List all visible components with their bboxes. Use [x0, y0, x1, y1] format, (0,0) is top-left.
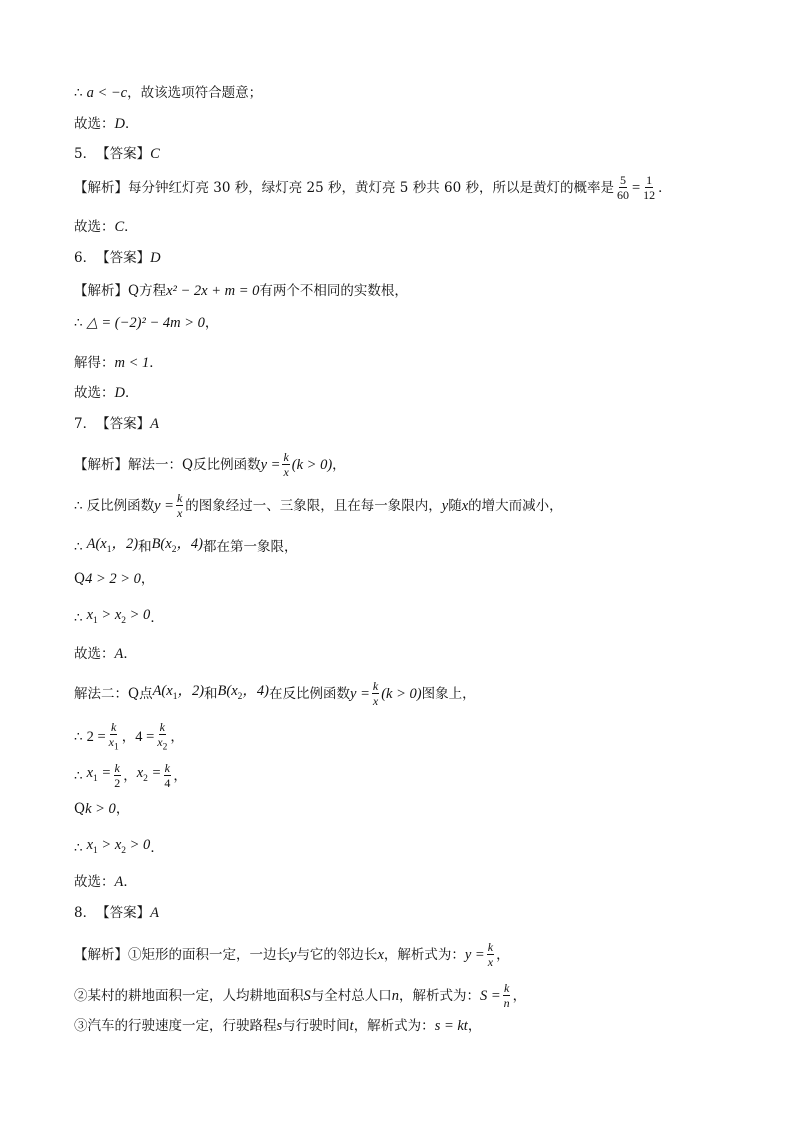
point-b-tail: ，4)	[242, 682, 270, 699]
comma: ，	[121, 728, 136, 745]
comma: ，	[123, 767, 137, 784]
question-7-answer	[74, 415, 159, 433]
therefore-symbol: ∴	[74, 609, 83, 626]
therefore-symbol: ∴	[74, 728, 83, 745]
question-7-method-1	[74, 451, 346, 478]
denominator: x	[283, 465, 289, 479]
line-conclusion-a	[74, 84, 262, 102]
var-n: n	[391, 987, 399, 1004]
line-quadrants	[74, 492, 563, 519]
var-x: x	[377, 946, 384, 963]
lhs-x1	[87, 764, 112, 788]
denominator: 60	[616, 188, 629, 202]
choice-answer: A	[114, 646, 124, 662]
line-choice-a-2	[74, 873, 137, 891]
inequality: k > 0	[85, 801, 116, 817]
denominator: 4	[164, 776, 171, 790]
text-on-graph: 图象上，	[421, 685, 476, 702]
question-5-answer	[74, 145, 160, 163]
because-symbol: Q	[128, 283, 140, 299]
choice-answer: D	[114, 116, 125, 132]
solution-inequality: m < 1	[114, 355, 150, 371]
subscript: 2	[171, 544, 177, 555]
therefore-symbol: ∴	[74, 497, 83, 514]
denominator: n	[503, 996, 510, 1010]
because-symbol: Q	[128, 685, 140, 702]
comma: ，	[173, 767, 187, 784]
lhs-4: 4 =	[135, 728, 155, 745]
question-7-method-2	[74, 680, 476, 707]
point-a-head: A(x	[152, 682, 173, 699]
fraction-k-n	[503, 982, 511, 1009]
choice-prefix: 故选：	[74, 116, 115, 132]
text-sui: 随	[448, 497, 462, 514]
text-quadrants: 的图象经过一、三象限，且在每一象限内，	[185, 497, 442, 514]
subscript: 2	[143, 773, 148, 784]
item-text-2: 与全村总人口	[310, 987, 392, 1004]
line-points-quadrant	[74, 535, 298, 559]
text-function: 在反比例函数	[269, 685, 351, 702]
var-t: t	[349, 1018, 354, 1034]
numerator: k	[114, 761, 120, 775]
question-number: 8．	[74, 905, 97, 921]
formula: s = kt	[434, 1018, 468, 1034]
condition: (k > 0)	[291, 456, 333, 473]
choice-prefix: 故选：	[74, 219, 115, 235]
analysis-tag: 【解析】	[74, 456, 128, 473]
function-lhs: y =	[350, 685, 370, 702]
text-function: 反比例函数	[86, 497, 155, 514]
choice-answer: D	[114, 385, 125, 401]
analysis-text: 每分钟红灯亮 30 秒，绿灯亮 25 秒，黄灯亮 5 秒共 60 秒，所以是黄灯的概率是	[128, 179, 614, 196]
comma: ，	[204, 315, 219, 331]
text-decrease: 的增大而减小，	[468, 497, 563, 514]
question-5-analysis	[74, 174, 672, 201]
line-text: ，故该选项符合题意；	[127, 85, 263, 101]
inequality: a < −c	[86, 85, 128, 101]
question-8-answer	[74, 904, 159, 922]
function-lhs: y =	[260, 456, 281, 473]
text-function: 反比例函数	[193, 456, 261, 473]
choice-suffix: ．	[124, 116, 139, 132]
equals-sign: =	[631, 179, 641, 196]
line-x-values	[74, 762, 187, 789]
fraction-k-x1	[108, 721, 120, 753]
point-a	[87, 535, 138, 559]
function-lhs: y =	[464, 946, 485, 963]
because-symbol: Q	[74, 801, 86, 817]
var-y: y	[290, 946, 297, 963]
point-b-head: B(x	[217, 682, 238, 699]
question-6-answer	[74, 249, 161, 267]
question-number: 5．	[74, 146, 97, 162]
analysis-tag: 【解析】	[74, 283, 128, 299]
text-first-quadrant: 都在第一象限，	[203, 538, 298, 555]
quadratic-equation: x² − 2x + m = 0	[166, 283, 260, 299]
fraction-k-x	[372, 680, 379, 707]
analysis-tag: 【解析】	[74, 946, 128, 963]
therefore-symbol: ∴	[74, 85, 83, 101]
denominator	[156, 735, 168, 753]
mid: > x	[97, 837, 122, 853]
denominator: x	[372, 694, 379, 708]
point-b-tail: ，4)	[176, 536, 204, 552]
numerator: k	[164, 761, 170, 775]
numerator: k	[372, 679, 379, 693]
period: ．	[150, 839, 164, 856]
denominator: 12	[643, 188, 656, 202]
method-label: 解法一：	[128, 456, 182, 473]
fraction-k-x	[176, 492, 183, 519]
denominator	[108, 735, 120, 753]
fraction-k-4	[163, 762, 171, 789]
denominator: 2	[114, 776, 121, 790]
subscript: 2	[237, 691, 243, 702]
choice-prefix: 故选：	[74, 874, 115, 890]
formula-label: ，解析式为：	[383, 946, 465, 963]
numerator: k	[487, 940, 494, 954]
equals: =	[147, 764, 162, 781]
subscript: 1	[113, 742, 119, 753]
var-x: x	[86, 607, 94, 623]
fraction-k-2	[113, 762, 121, 789]
question-8-item-1	[74, 941, 510, 968]
item-text: ①矩形的面积一定，一边长	[128, 946, 290, 963]
question-8-item-2	[74, 982, 526, 1009]
numerator: 1	[646, 173, 653, 187]
answer-letter: A	[150, 416, 159, 432]
discriminant-expression: △ = (−2)² − 4m > 0	[86, 315, 205, 331]
question-6-analysis	[74, 282, 408, 300]
line-choice-c	[74, 218, 138, 236]
var-x: x	[136, 764, 144, 781]
because-symbol: Q	[74, 571, 86, 587]
line-k-positive	[74, 800, 129, 818]
comma: ，	[140, 571, 155, 587]
var-s: S	[303, 987, 311, 1004]
text-fangcheng: 方程	[139, 283, 167, 299]
numerator: k	[111, 720, 117, 734]
subscript: 1	[93, 845, 98, 856]
choice-prefix: 故选：	[74, 385, 115, 401]
question-8-item-3	[74, 1017, 481, 1035]
item-text-2: 与它的邻边长	[296, 946, 378, 963]
text-dian: 点	[139, 685, 153, 702]
fraction-k-x2	[156, 721, 168, 753]
subscript: 2	[121, 845, 127, 856]
solve-prefix: 解得：	[74, 355, 115, 371]
numerator: k	[159, 720, 165, 734]
period: ．	[150, 609, 164, 626]
x-inequality	[87, 836, 151, 860]
var-x: x	[86, 764, 94, 781]
fraction-k-x	[487, 941, 494, 968]
x-inequality	[87, 606, 151, 630]
choice-answer: A	[114, 874, 124, 890]
function-lhs: y =	[154, 497, 174, 514]
comma: ，	[496, 946, 510, 963]
comma: ，	[115, 801, 130, 817]
denominator: x	[487, 955, 494, 969]
subscript: 1	[93, 773, 98, 784]
line-x1-gt-x2	[74, 606, 164, 630]
den-var: x	[108, 735, 114, 749]
choice-suffix: ．	[124, 385, 139, 401]
numerator: k	[504, 981, 510, 995]
text-he: 和	[204, 685, 218, 702]
point-a-tail: ，2)	[111, 536, 139, 552]
lhs-x2	[137, 764, 162, 788]
subscript: 2	[121, 615, 127, 626]
question-number: 7．	[74, 416, 97, 432]
point-b	[152, 535, 203, 559]
var-x: x	[86, 837, 94, 853]
var-y: y	[441, 497, 449, 514]
line-choice-a	[74, 645, 137, 663]
tail: > 0	[126, 837, 151, 853]
answer-letter: C	[150, 146, 160, 162]
denominator: x	[176, 506, 183, 520]
therefore-symbol: ∴	[74, 315, 83, 331]
numerator: k	[283, 450, 289, 464]
subscript: 1	[106, 544, 112, 555]
condition: (k > 0)	[381, 685, 422, 702]
text-he: 和	[138, 538, 152, 555]
choice-prefix: 故选：	[74, 646, 115, 662]
subscript: 1	[93, 615, 98, 626]
fraction-5-60	[616, 174, 630, 201]
point-b	[218, 682, 269, 706]
comma: ，	[512, 987, 527, 1004]
comma: ，	[332, 456, 346, 473]
function-lhs: S =	[480, 987, 501, 1004]
point-a	[153, 682, 204, 706]
lhs-2: 2 =	[86, 728, 106, 745]
subscript: 1	[172, 691, 178, 702]
item-text: ②某村的耕地面积一定，人均耕地面积	[74, 987, 304, 1004]
answer-letter: D	[150, 250, 161, 266]
item-text: ③汽车的行驶速度一定，行驶路程	[74, 1018, 277, 1034]
question-number: 6．	[74, 250, 97, 266]
den-var: x	[157, 735, 163, 749]
text-roots: 有两个不相同的实数根，	[259, 283, 408, 299]
comma: ，	[467, 1018, 482, 1034]
point-b-head: B(x	[151, 536, 172, 552]
because-symbol: Q	[182, 456, 194, 473]
numerator: k	[176, 491, 183, 505]
comma: ，	[170, 728, 184, 745]
choice-suffix: ．	[123, 874, 137, 890]
fraction-1-12	[642, 174, 656, 201]
line-solution	[74, 354, 163, 372]
fraction-k-x	[282, 451, 289, 478]
answer-tag: 【答案】	[96, 905, 151, 921]
tail: > 0	[126, 607, 151, 623]
choice-suffix: ．	[124, 219, 138, 235]
mid: > x	[97, 607, 122, 623]
numerator: 5	[619, 173, 626, 187]
formula-label: ，解析式为：	[399, 987, 480, 1004]
line-discriminant	[74, 314, 218, 332]
line-substitution	[74, 721, 184, 753]
line-choice-d-2	[74, 384, 138, 402]
method-label: 解法二：	[74, 685, 128, 702]
analysis-tag: 【解析】	[74, 179, 128, 196]
answer-tag: 【答案】	[96, 146, 151, 162]
choice-suffix: ．	[123, 646, 137, 662]
line-choice-d	[74, 115, 138, 133]
point-a-tail: ，2)	[177, 682, 205, 699]
period: ．	[658, 179, 672, 196]
line-4-gt-2	[74, 570, 154, 588]
var-s: s	[276, 1018, 283, 1034]
choice-answer: C	[114, 219, 125, 235]
therefore-symbol: ∴	[74, 839, 83, 856]
item-text-2: 与行驶时间	[282, 1018, 350, 1034]
therefore-symbol: ∴	[74, 767, 83, 784]
answer-letter: A	[150, 905, 159, 921]
var-x: x	[461, 497, 469, 514]
answer-tag: 【答案】	[96, 416, 151, 432]
subscript: 2	[162, 742, 168, 753]
period: ．	[149, 355, 163, 371]
formula-label: ，解析式为：	[353, 1018, 435, 1034]
answer-tag: 【答案】	[96, 250, 151, 266]
equals: =	[97, 764, 112, 781]
point-a-head: A(x	[86, 536, 107, 552]
therefore-symbol: ∴	[74, 538, 83, 555]
line-x1-gt-x2-2	[74, 836, 164, 860]
inequality: 4 > 2 > 0	[85, 571, 141, 587]
